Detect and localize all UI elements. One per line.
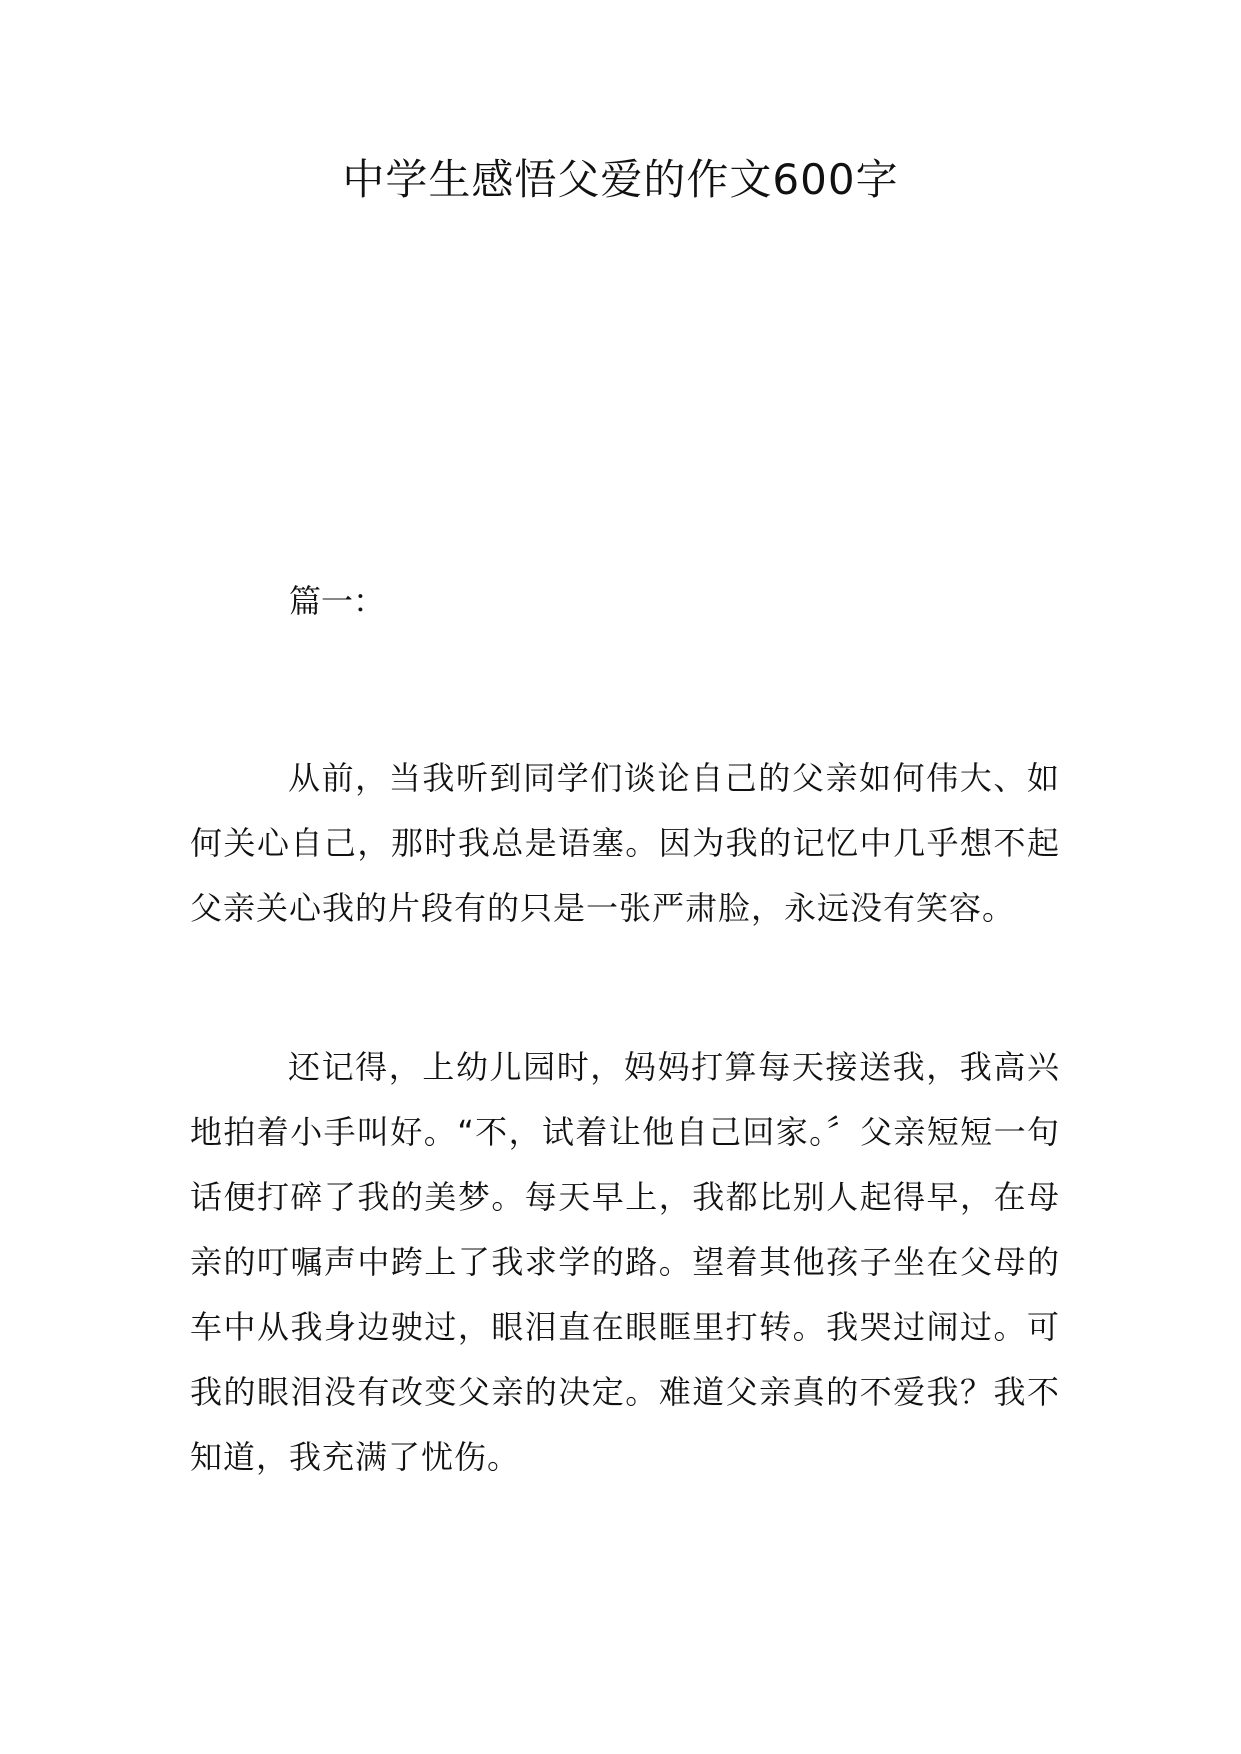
paragraph-2: 还记得，上幼儿园时，妈妈打算每天接送我，我高兴地拍着小手叫好。“不，试着让他自己回家。〞父亲短短一句话便打碎了我的美梦。每天早上，我都比别人起得早，在母亲的叮嘱声中跨上了我求学的路。望着其他孩子坐在父母的车中从我身边驶过，眼泪直在眼眶里打转。我哭过闹过。可我的眼泪没有改变父亲的决定。难道父亲真的不爱我？我不知道，我充满了忧伤。	[190, 1048, 1060, 1476]
section-heading: 篇一：	[289, 582, 386, 620]
paragraph-1: 从前，当我听到同学们谈论自己的父亲如何伟大、如何关心自己，那时我总是语塞。因为我的记忆中几乎想不起父亲关心我的片段有的只是一张严肃脸，永远没有笑容。	[190, 759, 1060, 927]
document-title: 中学生感悟父爱的作文600字	[342, 155, 899, 204]
